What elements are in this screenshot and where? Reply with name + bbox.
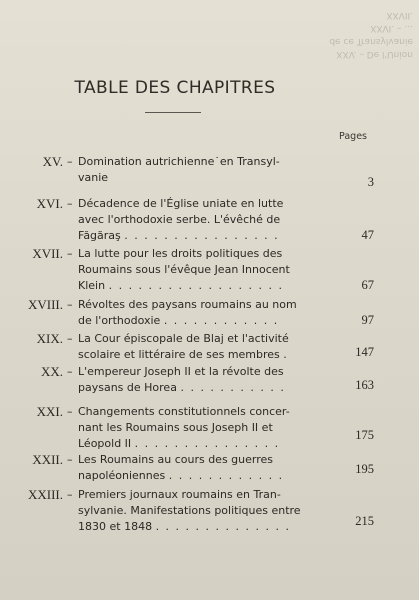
chapter-number: XX. [40, 364, 63, 379]
chapter-title [67, 452, 330, 484]
chapter-title-line: L'empereur Joseph II et la révolte des [78, 365, 284, 378]
page-number: 163 [355, 378, 374, 392]
chapter-title-line: vanie [78, 171, 109, 184]
bleed-through-text: XXV. – De l'Union de ce Transylvanie XXVI. – ... XXVII. [329, 10, 413, 59]
dot-leader: . . . . . . . . . . . . [168, 469, 284, 482]
chapter-title-line: Roumains sous l'évêque Jean Innocent [78, 263, 290, 276]
chapter-title-line: 1830 et 1848 [78, 520, 153, 533]
dash: – [67, 332, 73, 345]
chapter-title [67, 404, 330, 452]
page-number: 67 [361, 278, 374, 292]
dash: – [67, 365, 73, 378]
dot-leader: . . . . . . . . . . . . [163, 314, 279, 327]
chapter-number: XXII. [32, 452, 63, 467]
chapter-number: XIX. [36, 331, 63, 346]
page-number: 215 [355, 514, 374, 528]
dot-leader: . . . . . . . . . . . . . . [155, 520, 291, 533]
chapter-title [67, 246, 330, 294]
chapter-title-line: Léopold II [78, 437, 132, 450]
chapter-title [67, 364, 330, 396]
page-number: 147 [355, 345, 374, 359]
chapter-title-line: scolaire et littéraire de ses membres [78, 348, 280, 361]
dash: – [67, 197, 73, 210]
dot-leader: . . . . . . . . . . . [180, 381, 286, 394]
chapter-title-line: Les Roumains au cours des guerres [78, 453, 274, 466]
chapter-title-line: nant les Roumains sous Joseph II et [78, 421, 273, 434]
chapter-title-line: Klein [78, 279, 106, 292]
chapter-number: XVIII. [27, 297, 63, 312]
page-number: 175 [355, 428, 374, 442]
chapter-number: XXI. [36, 404, 63, 419]
dash: – [67, 298, 73, 311]
chapter-title-line: de l'orthodoxie [78, 314, 161, 327]
chapter-title-line: napoléoniennes [78, 469, 166, 482]
chapter-number: XVI. [36, 196, 63, 211]
dash: – [67, 405, 73, 418]
chapter-title [67, 196, 330, 244]
chapter-title-line: Făgăraş [78, 229, 121, 242]
chapter-number: XXIII. [27, 487, 63, 502]
chapter-number: XV. [42, 154, 63, 169]
chapter-title-line: paysans de Horea [78, 381, 177, 394]
page-number: 3 [367, 175, 374, 189]
chapter-title [67, 154, 330, 186]
dot-leader: . . . . . . . . . . . . . . . [134, 437, 280, 450]
dot-leader: . [283, 348, 289, 361]
dash: – [67, 488, 73, 501]
chapter-title-line: Révoltes des paysans roumains au nom [78, 298, 297, 311]
dash: – [67, 247, 73, 260]
chapter-title-line: Premiers journaux roumains en Tran- [78, 488, 281, 501]
dash: – [67, 155, 73, 168]
chapter-title-line: La lutte pour les droits politiques des [78, 247, 283, 260]
chapter-title-line: avec l'orthodoxie serbe. L'évêché de [78, 213, 281, 226]
chapter-title-line: Décadence de l'Église uniate en lutte [78, 197, 284, 210]
page-number: 195 [355, 462, 374, 476]
chapter-title-line: La Cour épiscopale de Blaj et l'activité [78, 332, 289, 345]
title-underline [145, 112, 201, 113]
page-number: 97 [361, 313, 374, 327]
chapter-title-line: Changements constitutionnels concer- [78, 405, 290, 418]
chapter-title-line: Domination autrichienne˙en Transyl- [78, 155, 280, 168]
pages-column-header: Pages [339, 131, 367, 142]
chapter-title-line: sylvanie. Manifestations politiques entre [78, 504, 301, 517]
page-number: 47 [361, 228, 374, 242]
chapter-title [67, 487, 330, 535]
dot-leader: . . . . . . . . . . . . . . . . . . [108, 279, 284, 292]
chapter-title [67, 297, 330, 329]
dot-leader: . . . . . . . . . . . . . . . . [124, 229, 280, 242]
dash: – [67, 453, 73, 466]
chapter-number: XVII. [32, 246, 63, 261]
page-title: TABLE DES CHAPITRES [74, 78, 276, 98]
chapter-title [67, 331, 330, 363]
